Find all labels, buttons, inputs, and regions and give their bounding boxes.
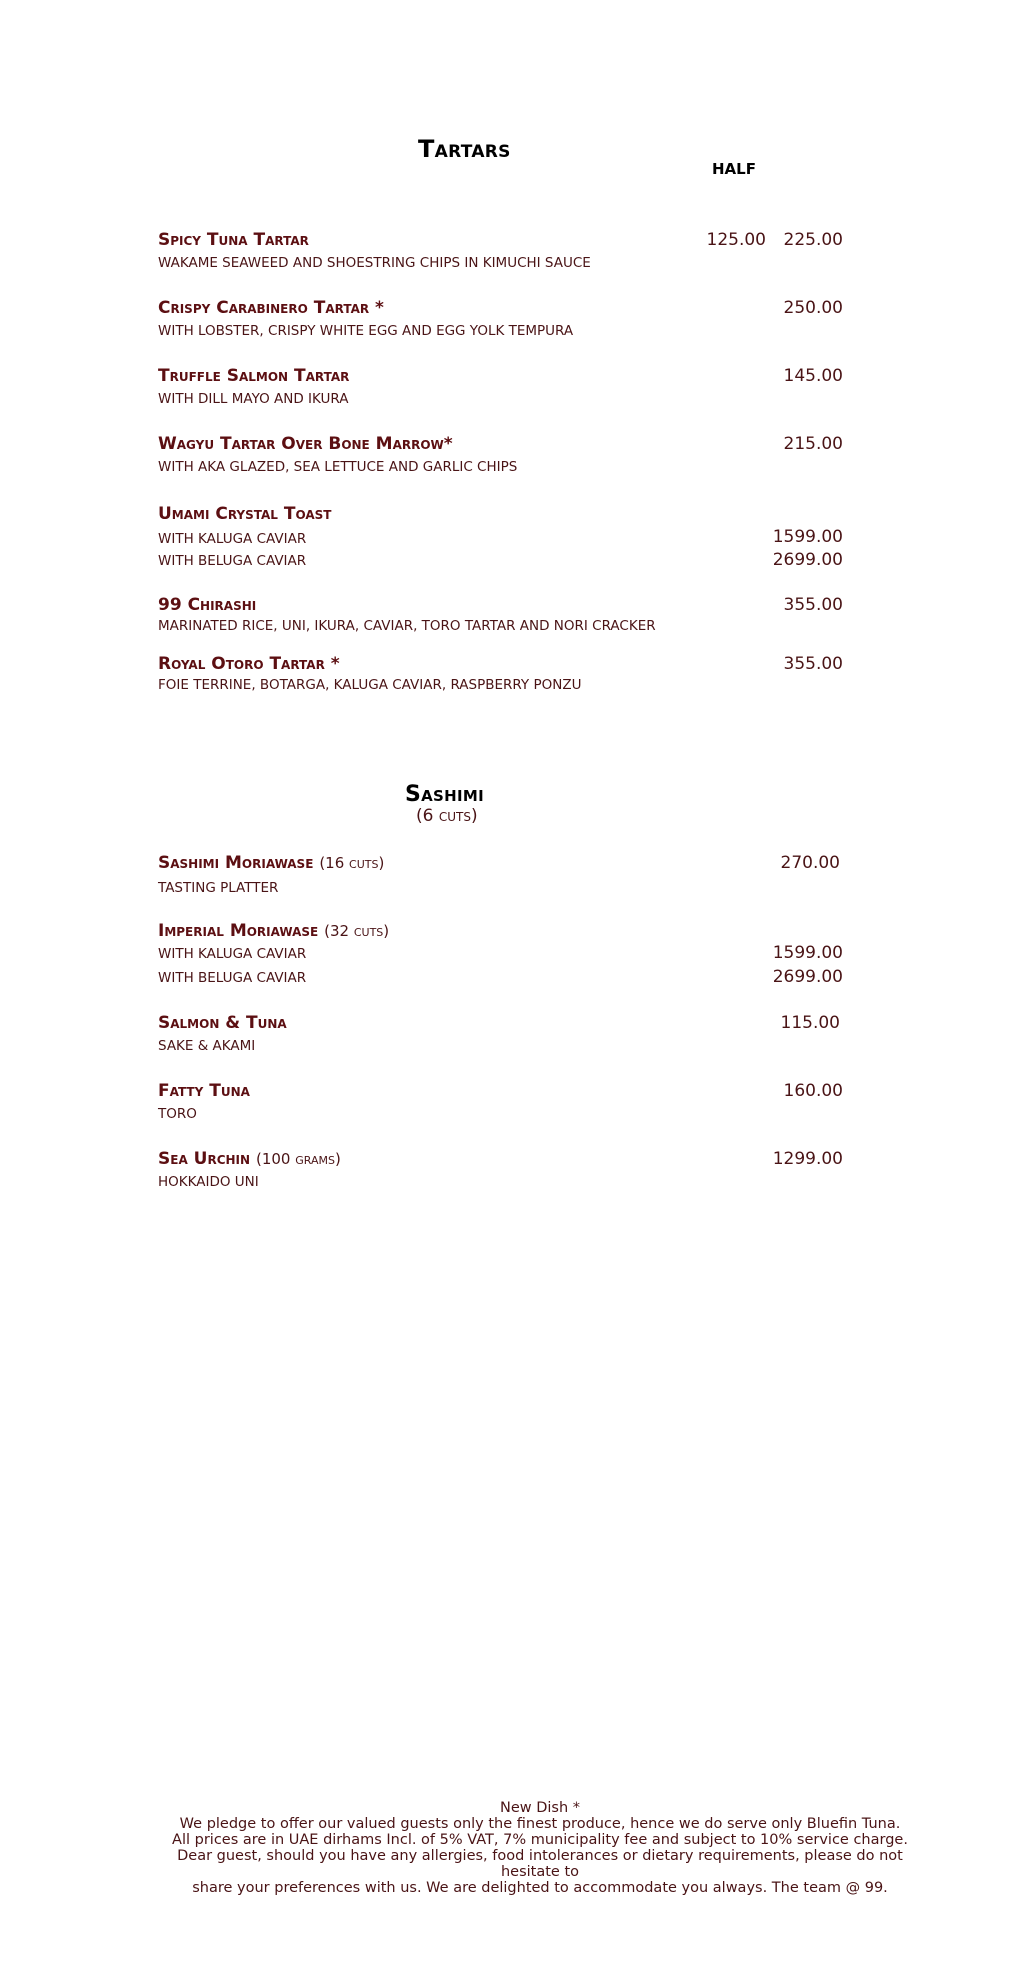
menu-item-name: 99 Chirashi: [158, 595, 257, 615]
menu-item-description: TORO: [158, 1106, 197, 1122]
footer-line: share your preferences with us. We are delighted to accommodate you always. The team @ 99.: [192, 1880, 888, 1896]
section-subtitle: (6 cuts): [416, 806, 478, 826]
footer-line: We pledge to offer our valued guests only the finest produce, hence we do serve only Bluefin Tuna.: [179, 1816, 901, 1832]
footer-line: Dear guest, should you have any allergies, food intolerances or dietary requirements, please do not hesitate to: [177, 1848, 903, 1880]
menu-item-description: WITH LOBSTER, CRISPY WHITE EGG AND EGG YOLK TEMPURA: [158, 323, 574, 339]
menu-item-price: 1299.00: [772, 1149, 843, 1169]
menu-item-half-price: 125.00: [706, 230, 766, 250]
menu-item-price: 270.00: [780, 853, 840, 873]
menu-item-description: WAKAME SEAWEED AND SHOESTRING CHIPS IN KIMUCHI SAUCE: [158, 255, 591, 271]
menu-item-price: 225.00: [783, 230, 843, 250]
menu-item-option-price: 2699.00: [772, 550, 843, 570]
menu-item-description: HOKKAIDO UNI: [158, 1174, 259, 1190]
menu-item-description: SAKE & AKAMI: [158, 1038, 256, 1054]
menu-item-name: Wagyu Tartar Over Bone Marrow*: [158, 434, 453, 454]
menu-item-name: Crispy Carabinero Tartar *: [158, 298, 384, 318]
menu-item-price: 355.00: [783, 654, 843, 674]
footer-line: All prices are in UAE dirhams Incl. of 5% VAT, 7% municipality fee and subject to 10% service charge.: [172, 1832, 908, 1848]
footer-line: New Dish *: [499, 1800, 581, 1816]
menu-item-name: Sashimi Moriawase (16 cuts): [158, 853, 385, 873]
menu-item-price: 160.00: [783, 1081, 843, 1101]
footer-notes: [150, 1800, 930, 1896]
menu-item-description: WITH DILL MAYO AND IKURA: [158, 391, 349, 407]
menu-item-price: 145.00: [783, 366, 843, 386]
menu-item-option-price: 1599.00: [772, 527, 843, 547]
menu-item-name: Fatty Tuna: [158, 1081, 250, 1101]
menu-item-name: Sea Urchin (100 grams): [158, 1149, 341, 1169]
menu-item-price: 215.00: [783, 434, 843, 454]
section-title-tartars: Tartars: [418, 135, 511, 163]
section-title-sashimi: Sashimi: [405, 782, 484, 807]
menu-item-price: 250.00: [783, 298, 843, 318]
menu-item-option: WITH KALUGA CAVIAR: [158, 946, 307, 962]
menu-item-name: Imperial Moriawase (32 cuts): [158, 921, 390, 941]
menu-item-option: WITH KALUGA CAVIAR: [158, 531, 307, 547]
menu-item-description: WITH AKA GLAZED, SEA LETTUCE AND GARLIC CHIPS: [158, 459, 518, 475]
menu-item-name: Royal Otoro Tartar *: [158, 654, 340, 674]
menu-item-price: 115.00: [780, 1013, 840, 1033]
menu-item-option: WITH BELUGA CAVIAR: [158, 970, 307, 986]
menu-item-description: MARINATED RICE, UNI, IKURA, CAVIAR, TORO TARTAR AND NORI CRACKER: [158, 618, 656, 634]
menu-item-price: 355.00: [783, 595, 843, 615]
column-header-half: HALF: [712, 160, 756, 178]
menu-item-name: Umami Crystal Toast: [158, 504, 332, 524]
menu-item-name: Truffle Salmon Tartar: [158, 366, 350, 386]
menu-item-name: Spicy Tuna Tartar: [158, 230, 309, 250]
menu-item-description: FOIE TERRINE, BOTARGA, KALUGA CAVIAR, RASPBERRY PONZU: [158, 677, 582, 693]
menu-item-option: WITH BELUGA CAVIAR: [158, 553, 307, 569]
menu-item-option-price: 2699.00: [772, 967, 843, 987]
menu-item-name: Salmon & Tuna: [158, 1013, 287, 1033]
menu-item-description: TASTING PLATTER: [158, 880, 279, 896]
menu-item-option-price: 1599.00: [772, 943, 843, 963]
